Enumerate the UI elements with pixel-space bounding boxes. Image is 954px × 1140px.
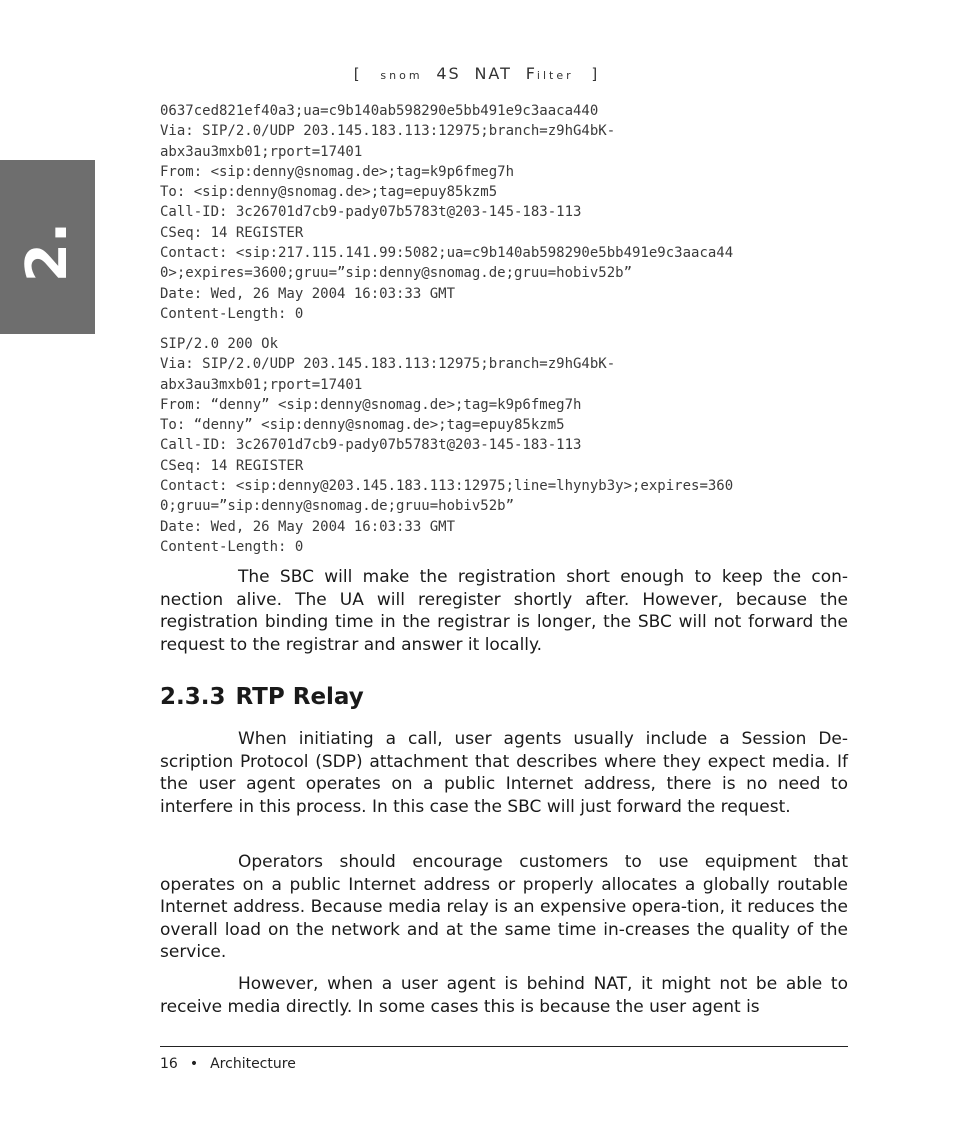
page-number: 16 [160, 1056, 178, 1072]
header-word-nat: NAT [474, 64, 512, 83]
body-paragraph-operators [160, 851, 848, 964]
code-line: Contact: <sip:217.115.141.99:5082;ua=c9b140ab598290e5bb491e9c3aaca44 [160, 245, 734, 262]
code-line: To: “denny” <sip:denny@snomag.de>;tag=epuy85kzm5 [160, 417, 565, 434]
code-line: 0>;expires=3600;gruu=”sip:denny@snomag.de;gruu=hobiv52b” [160, 265, 633, 282]
section-number: 2.3.3 [160, 684, 226, 710]
code-line: 0;gruu=”sip:denny@snomag.de;gruu=hobiv52b” [160, 498, 515, 515]
header-open-bracket: [ [353, 65, 363, 83]
footer-bullet: • [189, 1056, 199, 1072]
section-title: RTP Relay [235, 684, 364, 710]
code-line: Date: Wed, 26 May 2004 16:03:33 GMT [160, 518, 456, 535]
sip-message-block-1 [160, 101, 733, 324]
code-line: abx3au3mxb01;rport=17401 [160, 376, 363, 393]
paragraph-text: When initiating a call, user agents usually include a Session De-scription Protocol (SDP) attachment that describes where they expect media. If the user agent operates on a public Internet address, there is no need to interfere in this process. In this case the SBC will just forward the request. [160, 729, 848, 817]
code-line: CSeq: 14 REGISTER [160, 457, 304, 474]
sip-message-block-2 [160, 334, 733, 557]
header-word-4s: 4S [436, 64, 461, 83]
code-line: Via: SIP/2.0/UDP 203.145.183.113:12975;branch=z9hG4bK- [160, 123, 616, 140]
code-line: CSeq: 14 REGISTER [160, 224, 304, 241]
code-line: Via: SIP/2.0/UDP 203.145.183.113:12975;branch=z9hG4bK- [160, 356, 616, 373]
code-line: Content-Length: 0 [160, 538, 304, 555]
page-footer [160, 1056, 296, 1072]
body-paragraph-nat [160, 973, 848, 1018]
header-word-filter-rest: ilter [536, 69, 574, 82]
running-header [0, 64, 954, 83]
code-line: Call-ID: 3c26701d7cb9-pady07b5783t@203-145-183-113 [160, 437, 582, 454]
paragraph-text: Operators should encourage customers to use equipment that operates on a public Internet address or properly allocates a globally routable Internet address. Because media relay is an expensive opera-tion, it reduces the overall load on the network and at the same time in-creases the quality of the service. [160, 852, 848, 962]
paragraph-text: The SBC will make the registration short enough to keep the con-nection alive. The UA will reregister shortly after. However, because the registration binding time in the registrar is longer, the SBC will not forward the request to the registrar and answer it locally. [160, 567, 848, 655]
code-line: SIP/2.0 200 Ok [160, 336, 279, 352]
header-close-bracket: ] [591, 65, 601, 83]
body-paragraph-registration [160, 566, 848, 656]
code-line: To: <sip:denny@snomag.de>;tag=epuy85kzm5 [160, 184, 498, 201]
header-word-snom: snom [380, 69, 423, 82]
code-line: From: “denny” <sip:denny@snomag.de>;tag=k9p6fmeg7h [160, 396, 582, 413]
code-line: From: <sip:denny@snomag.de>;tag=k9p6fmeg7h [160, 163, 515, 180]
chapter-tab [0, 160, 95, 334]
header-word-filter-initial: F [525, 64, 537, 83]
chapter-tab-label: 2. [15, 221, 80, 283]
code-line: Call-ID: 3c26701d7cb9-pady07b5783t@203-145-183-113 [160, 204, 582, 221]
footer-divider [160, 1046, 848, 1047]
code-line: Contact: <sip:denny@203.145.183.113:12975;line=lhynyb3y>;expires=360 [160, 478, 734, 495]
code-line: abx3au3mxb01;rport=17401 [160, 143, 363, 160]
code-line: 0637ced821ef40a3;ua=c9b140ab598290e5bb491e9c3aaca440 [160, 103, 599, 119]
paragraph-text: However, when a user agent is behind NAT, it might not be able to receive media directly. In some cases this is because the user agent is [160, 974, 848, 1017]
section-heading [160, 684, 364, 710]
code-line: Date: Wed, 26 May 2004 16:03:33 GMT [160, 285, 456, 302]
code-line: Content-Length: 0 [160, 305, 304, 322]
footer-section-name: Architecture [210, 1056, 296, 1072]
body-paragraph-sdp [160, 728, 848, 818]
